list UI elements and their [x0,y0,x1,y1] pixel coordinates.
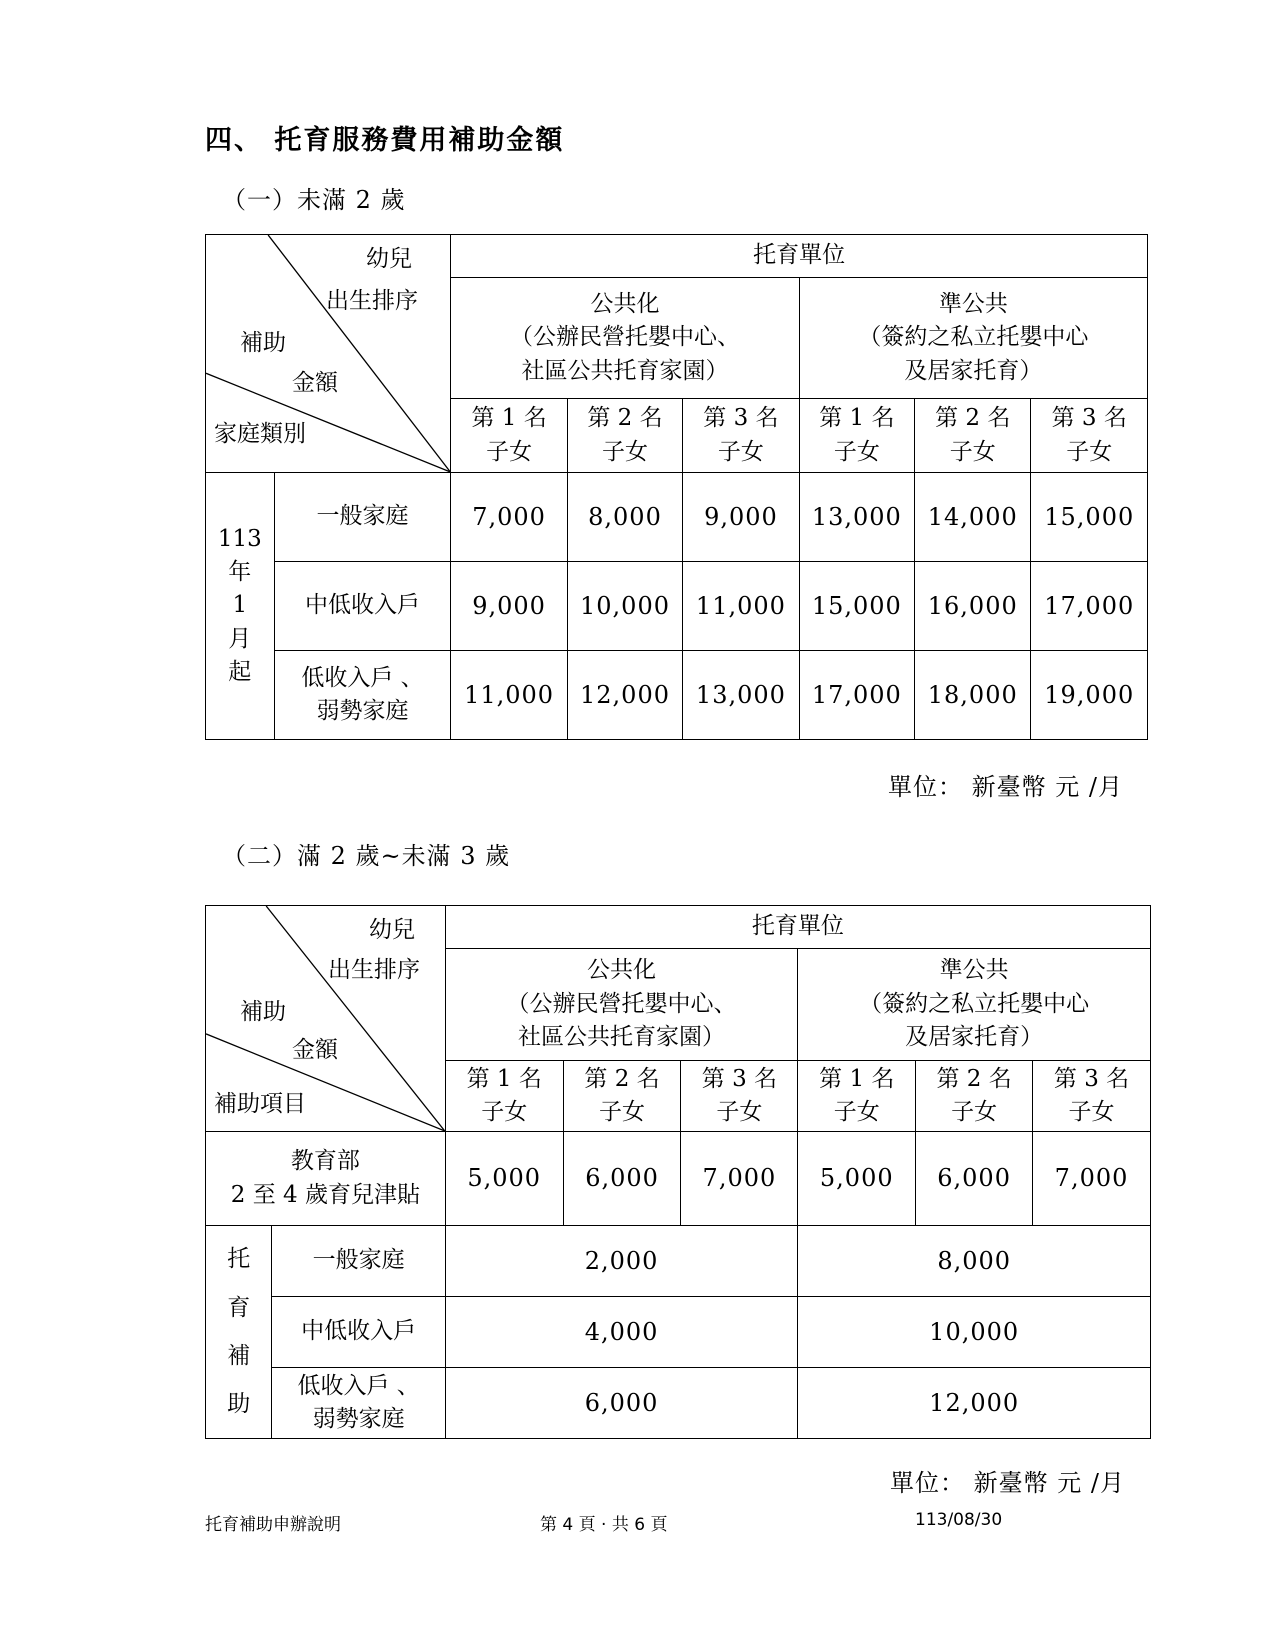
footer-date: 113/08/30 [915,1510,1003,1530]
table-cell: 19,000 [1031,651,1148,740]
child-order-line2: 子女 [951,1099,998,1125]
child-order-line1: 第 1 名 [466,1065,542,1092]
child-order-header [563,1061,681,1132]
child-order-line1: 第 2 名 [584,1065,660,1092]
table-cell: 4,000 [445,1297,798,1368]
table-cell: 17,000 [1031,562,1148,651]
corner-label-birth-order: 出生排序 [328,957,420,983]
table-cell: 2,000 [445,1226,798,1297]
care-subsidy-char: 育 [227,1294,251,1321]
table-cell: 8,000 [798,1226,1151,1297]
child-order-line2: 子女 [599,1099,646,1125]
child-order-line1: 第 3 名 [1053,1065,1130,1092]
table-cell: 12,000 [567,651,682,740]
child-order-line2: 子女 [486,438,533,465]
row-label-line2: 2 至 4 歲育兒津貼 [230,1181,420,1208]
child-order-line1: 第 2 名 [936,1065,1012,1092]
table-cell: 7,000 [681,1132,798,1226]
row-label-line2: 弱勢家庭 [312,1406,405,1432]
table1-corner-cell [206,235,451,473]
table-cell: 17,000 [799,651,914,740]
table-cell: 6,000 [563,1132,681,1226]
care-subsidy-label [206,1226,272,1439]
group-quasi-name: 準公共 [939,957,1009,984]
row-label-mid-low-income: 中低收入戶 [274,562,451,651]
corner-label-amount: 金額 [292,370,338,396]
row-label-education-allowance [206,1132,446,1226]
group-public-desc1: （公辦民營托嬰中心、 [506,990,737,1017]
group-quasi-name: 準公共 [938,290,1008,317]
child-order-header [681,1061,798,1132]
table-cell: 13,000 [799,473,914,562]
group-public [445,949,798,1061]
corner-label-subsidy: 補助 [240,330,286,356]
child-order-header [567,399,682,473]
table-cell: 5,000 [445,1132,563,1226]
group-public-desc1: （公辦民營托嬰中心、 [510,324,740,351]
footer-document-title: 托育補助申辦說明 [205,1515,341,1535]
table-cell: 9,000 [683,473,799,562]
table-cell: 15,000 [1031,473,1148,562]
header-care-unit: 托育單位 [445,906,1150,949]
row-label-line2: 弱勢家庭 [316,698,409,724]
group-public-name: 公共化 [587,957,657,984]
period-char: 年 [228,558,252,585]
footer-page-number: 第 4 頁 · 共 6 頁 [540,1515,668,1535]
child-order-line2: 子女 [1066,438,1113,465]
child-order-header [451,399,567,473]
child-order-header [915,399,1031,473]
row-label-mid-low-income: 中低收入戶 [272,1297,445,1368]
table-cell: 9,000 [451,562,567,651]
child-order-line1: 第 1 名 [471,405,547,432]
group-public-desc2: 社區公共托育家園） [518,1024,726,1051]
row-label-low-income [272,1368,445,1439]
child-order-header [445,1061,563,1132]
care-subsidy-char: 補 [227,1343,251,1369]
table2-unit-note: 單位： 新臺幣 元 /月 [890,1469,1125,1497]
section-title: 四、 托育服務費用補助金額 [205,125,565,156]
child-order-line1: 第 2 名 [587,405,663,432]
child-order-line2: 子女 [602,438,648,465]
group-public-name: 公共化 [590,290,660,317]
table-cell: 5,000 [798,1132,916,1226]
child-order-header [683,399,799,473]
table1-subtitle: （一）未滿 2 歲 [222,186,406,214]
corner-label-subsidy-item: 補助項目 [214,1091,306,1117]
corner-label-birth-order: 出生排序 [326,288,418,314]
child-order-header [1033,1061,1151,1132]
child-order-line2: 子女 [481,1099,528,1125]
table-cell: 15,000 [799,562,914,651]
table2-corner-cell [206,906,446,1132]
child-order-line2: 子女 [1068,1099,1115,1125]
group-quasi-desc2: 及居家托育） [904,357,1043,384]
care-subsidy-char: 托 [227,1246,251,1273]
table2-subtitle: （二）滿 2 歲~未滿 3 歲 [222,842,511,870]
table-cell: 14,000 [915,473,1031,562]
table-cell: 11,000 [451,651,567,740]
child-order-line2: 子女 [833,1099,880,1125]
group-quasi-desc1: （簽約之私立托嬰中心 [858,324,1089,351]
table-cell: 13,000 [683,651,799,740]
child-order-line1: 第 3 名 [1051,405,1127,432]
table-cell: 10,000 [798,1297,1151,1368]
table-cell: 6,000 [445,1368,798,1439]
corner-label-subsidy: 補助 [240,999,286,1025]
group-quasi-public [799,278,1147,399]
care-subsidy-char: 助 [227,1391,251,1418]
child-order-header [799,399,914,473]
table-cell: 12,000 [798,1368,1151,1439]
table-cell: 6,000 [916,1132,1033,1226]
table-cell: 18,000 [915,651,1031,740]
table-cell: 8,000 [567,473,682,562]
table-cell: 7,000 [1033,1132,1151,1226]
row-label-general-family: 一般家庭 [272,1226,445,1297]
period-char: 起 [228,659,252,686]
header-care-unit: 托育單位 [451,235,1148,278]
child-order-line1: 第 2 名 [935,405,1011,432]
row-label-line1: 教育部 [290,1148,360,1175]
child-order-line1: 第 3 名 [701,1065,778,1092]
child-order-line2: 子女 [717,438,764,465]
child-order-line1: 第 1 名 [819,1065,895,1092]
child-order-line2: 子女 [716,1099,763,1125]
period-char: 月 [228,625,252,652]
period-char: 1 [232,592,248,619]
corner-label-child: 幼兒 [366,246,412,272]
table1-unit-note: 單位： 新臺幣 元 /月 [888,773,1123,801]
subsidy-table-under-2 [205,234,1148,740]
row-label-line1: 低收入戶 、 [301,664,424,691]
group-quasi-desc1: （簽約之私立托嬰中心 [859,990,1090,1017]
child-order-line1: 第 1 名 [819,405,895,432]
child-order-line1: 第 3 名 [703,405,779,432]
child-order-line2: 子女 [833,438,880,465]
row-label-low-income [274,651,451,740]
subsidy-table-2-to-3 [205,905,1151,1439]
period-label [206,473,275,740]
child-order-header [798,1061,916,1132]
row-label-general-family: 一般家庭 [274,473,451,562]
group-public-desc2: 社區公共托育家園） [521,357,729,384]
group-public [451,278,799,399]
child-order-header [1031,399,1148,473]
group-quasi-desc2: 及居家托育） [905,1024,1044,1051]
corner-label-child: 幼兒 [369,917,415,943]
corner-label-family-type: 家庭類別 [214,421,306,447]
child-order-header [916,1061,1033,1132]
table-cell: 10,000 [567,562,682,651]
row-label-line1: 低收入戶 、 [297,1372,420,1399]
table-cell: 16,000 [915,562,1031,651]
corner-label-amount: 金額 [292,1037,338,1063]
group-quasi-public [798,949,1151,1061]
period-char: 113 [217,525,262,552]
child-order-line2: 子女 [949,438,996,465]
table-cell: 11,000 [683,562,799,651]
table-cell: 7,000 [451,473,567,562]
